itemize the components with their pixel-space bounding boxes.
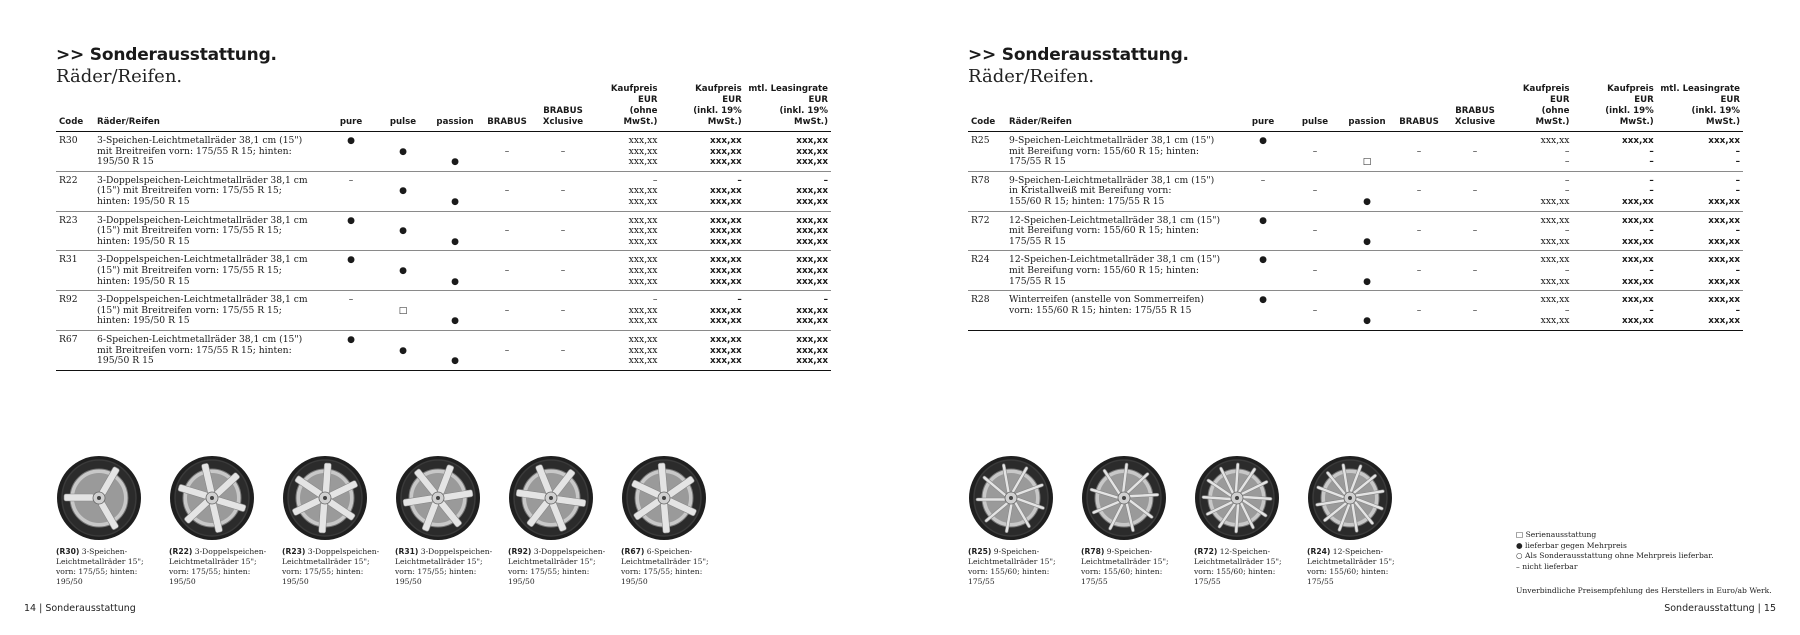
cell-price-netto: xxx,xx xxx,xx xxx,xx	[593, 251, 660, 291]
wheel-code: (R92)	[508, 547, 532, 556]
table-header-row	[968, 84, 1743, 132]
wheel-caption	[1307, 547, 1415, 587]
wheel-description: 6-Speichen- Leichtmetallräder 15"; vorn: 175/55; hinten: 195/50	[621, 547, 709, 586]
cell-price-brutto: xxx,xx xxx,xx xxx,xx	[660, 211, 744, 251]
wheel-code: (R25)	[968, 547, 992, 556]
wheel-item	[395, 455, 503, 587]
cell-pulse: –	[1289, 171, 1341, 211]
right-heading: >> Sonderausstattung.	[968, 45, 1189, 65]
cell-brabus: –	[1393, 132, 1445, 172]
cell-passion: ●	[1341, 251, 1393, 291]
cell-pure: ●	[1237, 291, 1289, 331]
cell-leasing-rate: xxx,xx – xxx,xx	[1657, 291, 1743, 331]
cell-xclusive: –	[1445, 211, 1505, 251]
cell-price-netto: – xxx,xx xxx,xx	[593, 171, 660, 211]
right-footer: Sonderausstattung | 15	[1664, 603, 1776, 614]
cell-xclusive: –	[533, 251, 593, 291]
table-row	[968, 211, 1743, 251]
cell-pure: –	[325, 171, 377, 211]
cell-desc: Winterreifen (anstelle von Sommerreifen) vorn: 155/60 R 15; hinten: 175/55 R 15	[1006, 291, 1237, 331]
wheel-caption	[968, 547, 1076, 587]
cell-xclusive: –	[533, 171, 593, 211]
cell-pure: ●	[1237, 251, 1289, 291]
wheel-item	[1194, 455, 1302, 587]
col-code: Code	[968, 84, 1006, 132]
wheel-icon	[1194, 455, 1280, 541]
cell-price-brutto: xxx,xx – xxx,xx	[1572, 291, 1656, 331]
cell-price-netto: xxx,xx – xxx,xx	[1505, 251, 1572, 291]
cell-price-brutto: xxx,xx – xxx,xx	[1572, 251, 1656, 291]
cell-desc: 6-Speichen-Leichtmetallräder 38,1 cm (15") mit Breitreifen vorn: 175/55 R 15; hinten: 195/50 R 15	[94, 330, 325, 370]
cell-xclusive: –	[1445, 132, 1505, 172]
cell-passion: □	[1341, 132, 1393, 172]
wheel-icon	[56, 455, 142, 541]
cell-passion: ●	[429, 330, 481, 370]
col-leasingrate: mtl. Leasingrate EUR (inkl. 19% MwSt.)	[1657, 84, 1743, 132]
cell-leasing-rate: xxx,xx – xxx,xx	[1657, 251, 1743, 291]
cell-price-brutto: xxx,xx xxx,xx xxx,xx	[660, 251, 744, 291]
cell-pulse: ●	[377, 171, 429, 211]
wheel-icon	[621, 455, 707, 541]
cell-pulse: –	[1289, 211, 1341, 251]
cell-leasing-rate: – – xxx,xx	[1657, 171, 1743, 211]
col-kaufpreis-netto: Kaufpreis EUR (ohne MwSt.)	[593, 84, 660, 132]
wheel-caption	[169, 547, 277, 587]
wheel-code: (R23)	[282, 547, 306, 556]
left-table-body	[56, 132, 831, 371]
wheel-caption	[621, 547, 729, 587]
wheel-description: 9-Speichen- Leichtmetallräder 15"; vorn: 155/60; hinten: 175/55	[968, 547, 1056, 586]
table-row	[56, 132, 831, 172]
wheel-item	[282, 455, 390, 587]
right-page	[900, 0, 1800, 635]
wheel-icon	[282, 455, 368, 541]
cell-code: R25	[968, 132, 1006, 172]
cell-passion: ●	[1341, 291, 1393, 331]
table-row	[56, 251, 831, 291]
legend-note: Unverbindliche Preisempfehlung des Herstellers in Euro/ab Werk.	[1516, 586, 1772, 595]
cell-pure: ●	[325, 132, 377, 172]
cell-code: R22	[56, 171, 94, 211]
wheel-icon	[169, 455, 255, 541]
cell-pulse: ●	[377, 251, 429, 291]
cell-xclusive: –	[1445, 291, 1505, 331]
right-table-body	[968, 132, 1743, 331]
cell-leasing-rate: xxx,xx xxx,xx xxx,xx	[745, 251, 831, 291]
left-subheading: Räder/Reifen.	[56, 66, 183, 87]
cell-pure: ●	[1237, 132, 1289, 172]
cell-price-brutto: xxx,xx xxx,xx xxx,xx	[660, 330, 744, 370]
left-footer: 14 | Sonderausstattung	[24, 603, 136, 614]
legend-item	[1516, 541, 1772, 552]
wheel-item	[508, 455, 616, 587]
wheel-icon	[1307, 455, 1393, 541]
cell-code: R24	[968, 251, 1006, 291]
cell-pure: ●	[1237, 211, 1289, 251]
legend-item	[1516, 551, 1772, 562]
legend-text: Als Sonderausstattung ohne Mehrpreis lieferbar.	[1522, 551, 1714, 560]
wheel-description: 3-Speichen- Leichtmetallräder 15"; vorn: 175/55; hinten: 195/50	[56, 547, 144, 586]
cell-price-brutto: – xxx,xx xxx,xx	[660, 171, 744, 211]
cell-desc: 3-Speichen-Leichtmetallräder 38,1 cm (15") mit Breitreifen vorn: 175/55 R 15; hinten: 195/50 R 15	[94, 132, 325, 172]
col-kaufpreis-brutto: Kaufpreis EUR (inkl. 19% MwSt.)	[1572, 84, 1656, 132]
left-heading-block	[56, 44, 277, 88]
cell-code: R92	[56, 291, 94, 331]
legend-symbol: ○	[1516, 551, 1523, 560]
col-xclusive: BRABUS Xclusive	[1445, 84, 1505, 132]
table-row	[56, 330, 831, 370]
legend-symbol: –	[1516, 561, 1520, 571]
col-brabus: BRABUS	[1393, 84, 1445, 132]
cell-leasing-rate: xxx,xx xxx,xx xxx,xx	[745, 132, 831, 172]
cell-price-netto: xxx,xx – –	[1505, 132, 1572, 172]
table-row	[968, 171, 1743, 211]
cell-price-brutto: – xxx,xx xxx,xx	[660, 291, 744, 331]
cell-pulse: ●	[377, 330, 429, 370]
wheel-code: (R78)	[1081, 547, 1105, 556]
cell-pure: –	[325, 291, 377, 331]
cell-brabus: –	[1393, 291, 1445, 331]
right-heading-block	[968, 44, 1189, 88]
cell-passion: ●	[1341, 171, 1393, 211]
cell-price-brutto: – – xxx,xx	[1572, 171, 1656, 211]
cell-xclusive: –	[1445, 171, 1505, 211]
wheel-item	[968, 455, 1076, 587]
cell-price-netto: xxx,xx xxx,xx xxx,xx	[593, 211, 660, 251]
col-passion: passion	[1341, 84, 1393, 132]
cell-price-brutto: xxx,xx – xxx,xx	[1572, 211, 1656, 251]
wheel-code: (R67)	[621, 547, 645, 556]
wheel-caption	[1081, 547, 1189, 587]
legend-item	[1516, 530, 1772, 541]
table-row	[56, 171, 831, 211]
wheel-caption	[508, 547, 616, 587]
cell-desc: 9-Speichen-Leichtmetallräder 38,1 cm (15") in Kristallweiß mit Bereifung vorn: 155/60 R 15; hinten: 175/55 R 15	[1006, 171, 1237, 211]
table-row	[56, 291, 831, 331]
cell-price-netto: xxx,xx xxx,xx xxx,xx	[593, 330, 660, 370]
cell-xclusive: –	[1445, 251, 1505, 291]
wheel-description: 12-Speichen- Leichtmetallräder 15"; vorn: 155/60; hinten: 175/55	[1307, 547, 1395, 586]
cell-brabus: –	[481, 132, 533, 172]
col-pulse: pulse	[377, 84, 429, 132]
cell-price-netto: – – xxx,xx	[1505, 171, 1572, 211]
wheel-caption	[282, 547, 390, 587]
wheel-code: (R72)	[1194, 547, 1218, 556]
wheel-code: (R31)	[395, 547, 419, 556]
cell-desc: 3-Doppelspeichen-Leichtmetallräder 38,1 cm (15") mit Breitreifen vorn: 175/55 R 15; hinten: 195/50 R 15	[94, 211, 325, 251]
wheel-caption	[1194, 547, 1302, 587]
col-kaufpreis-netto: Kaufpreis EUR (ohne MwSt.)	[1505, 84, 1572, 132]
table-row	[968, 132, 1743, 172]
cell-pulse: –	[1289, 291, 1341, 331]
wheel-item	[56, 455, 164, 587]
wheel-description: 3-Doppelspeichen- Leichtmetallräder 15"; vorn: 175/55; hinten: 195/50	[508, 547, 606, 586]
left-heading: >> Sonderausstattung.	[56, 45, 277, 65]
cell-code: R78	[968, 171, 1006, 211]
cell-leasing-rate: – xxx,xx xxx,xx	[745, 291, 831, 331]
cell-leasing-rate: xxx,xx – xxx,xx	[1657, 211, 1743, 251]
table-row	[968, 251, 1743, 291]
cell-price-netto: xxx,xx – xxx,xx	[1505, 211, 1572, 251]
wheel-code: (R22)	[169, 547, 193, 556]
cell-price-netto: xxx,xx – xxx,xx	[1505, 291, 1572, 331]
cell-xclusive: –	[533, 330, 593, 370]
col-desc: Räder/Reifen	[1006, 84, 1237, 132]
col-desc: Räder/Reifen	[94, 84, 325, 132]
cell-desc: 3-Doppelspeichen-Leichtmetallräder 38,1 cm (15") mit Breitreifen vorn: 175/55 R 15; hinten: 195/50 R 15	[94, 171, 325, 211]
cell-code: R28	[968, 291, 1006, 331]
table-header-row	[56, 84, 831, 132]
cell-code: R30	[56, 132, 94, 172]
wheel-icon	[508, 455, 594, 541]
wheel-description: 3-Doppelspeichen- Leichtmetallräder 15"; vorn: 175/55; hinten: 195/50	[282, 547, 380, 586]
cell-xclusive: –	[533, 211, 593, 251]
cell-pulse: –	[1289, 132, 1341, 172]
cell-leasing-rate: xxx,xx xxx,xx xxx,xx	[745, 211, 831, 251]
cell-desc: 9-Speichen-Leichtmetallräder 38,1 cm (15") mit Bereifung vorn: 155/60 R 15; hinten: 175/55 R 15	[1006, 132, 1237, 172]
cell-brabus: –	[481, 171, 533, 211]
cell-brabus: –	[481, 291, 533, 331]
cell-brabus: –	[1393, 211, 1445, 251]
cell-xclusive: –	[533, 132, 593, 172]
right-subheading: Räder/Reifen.	[968, 66, 1095, 87]
cell-pure: ●	[325, 211, 377, 251]
cell-brabus: –	[481, 211, 533, 251]
cell-pulse: □	[377, 291, 429, 331]
cell-desc: 12-Speichen-Leichtmetallräder 38,1 cm (15") mit Bereifung vorn: 155/60 R 15; hinten: 175/55 R 15	[1006, 251, 1237, 291]
legend	[1516, 530, 1772, 597]
legend-text: lieferbar gegen Mehrpreis	[1522, 540, 1627, 550]
wheel-item	[1081, 455, 1189, 587]
cell-passion: ●	[429, 171, 481, 211]
cell-price-netto: – xxx,xx xxx,xx	[593, 291, 660, 331]
wheel-description: 3-Doppelspeichen- Leichtmetallräder 15"; vorn: 175/55; hinten: 195/50	[395, 547, 493, 586]
cell-price-brutto: xxx,xx – –	[1572, 132, 1656, 172]
wheel-caption	[56, 547, 164, 587]
cell-code: R31	[56, 251, 94, 291]
legend-item	[1516, 562, 1772, 573]
col-brabus: BRABUS	[481, 84, 533, 132]
cell-pulse: ●	[377, 132, 429, 172]
cell-code: R67	[56, 330, 94, 370]
col-code: Code	[56, 84, 94, 132]
cell-price-netto: xxx,xx xxx,xx xxx,xx	[593, 132, 660, 172]
cell-leasing-rate: xxx,xx xxx,xx xxx,xx	[745, 330, 831, 370]
wheel-item	[1307, 455, 1415, 587]
cell-passion: ●	[429, 251, 481, 291]
wheel-icon	[1081, 455, 1167, 541]
cell-passion: ●	[429, 132, 481, 172]
legend-symbol: ●	[1516, 540, 1523, 550]
cell-code: R72	[968, 211, 1006, 251]
cell-passion: ●	[429, 291, 481, 331]
cell-pure: ●	[325, 251, 377, 291]
col-leasingrate: mtl. Leasingrate EUR (inkl. 19% MwSt.)	[745, 84, 831, 132]
wheel-description: 12-Speichen- Leichtmetallräder 15"; vorn: 155/60; hinten: 175/55	[1194, 547, 1282, 586]
cell-code: R23	[56, 211, 94, 251]
wheel-description: 9-Speichen- Leichtmetallräder 15"; vorn: 155/60; hinten: 175/55	[1081, 547, 1169, 586]
cell-passion: ●	[429, 211, 481, 251]
wheel-code: (R30)	[56, 547, 80, 556]
wheel-item	[169, 455, 277, 587]
wheel-code: (R24)	[1307, 547, 1331, 556]
wheel-icon	[395, 455, 481, 541]
cell-leasing-rate: xxx,xx – –	[1657, 132, 1743, 172]
col-pure: pure	[1237, 84, 1289, 132]
legend-text: nicht lieferbar	[1519, 561, 1578, 571]
table-row	[968, 291, 1743, 331]
cell-pulse: –	[1289, 251, 1341, 291]
cell-passion: ●	[1341, 211, 1393, 251]
cell-desc: 3-Doppelspeichen-Leichtmetallräder 38,1 cm (15") mit Breitreifen vorn: 175/55 R 15; hinten: 195/50 R 15	[94, 251, 325, 291]
wheel-item	[621, 455, 729, 587]
col-kaufpreis-brutto: Kaufpreis EUR (inkl. 19% MwSt.)	[660, 84, 744, 132]
cell-price-brutto: xxx,xx xxx,xx xxx,xx	[660, 132, 744, 172]
col-passion: passion	[429, 84, 481, 132]
left-options-table	[56, 84, 831, 371]
cell-brabus: –	[481, 330, 533, 370]
cell-brabus: –	[1393, 171, 1445, 211]
cell-xclusive: –	[533, 291, 593, 331]
cell-desc: 12-Speichen-Leichtmetallräder 38,1 cm (15") mit Bereifung vorn: 155/60 R 15; hinten: 175/55 R 15	[1006, 211, 1237, 251]
col-xclusive: BRABUS Xclusive	[533, 84, 593, 132]
cell-brabus: –	[1393, 251, 1445, 291]
cell-pure: –	[1237, 171, 1289, 211]
cell-brabus: –	[481, 251, 533, 291]
cell-leasing-rate: – xxx,xx xxx,xx	[745, 171, 831, 211]
legend-text: Serienausstattung	[1523, 530, 1597, 539]
wheel-description: 3-Doppelspeichen- Leichtmetallräder 15"; vorn: 175/55; hinten: 195/50	[169, 547, 267, 586]
legend-symbol: □	[1516, 530, 1524, 539]
cell-pure: ●	[325, 330, 377, 370]
col-pure: pure	[325, 84, 377, 132]
wheel-caption	[395, 547, 503, 587]
table-row	[56, 211, 831, 251]
col-pulse: pulse	[1289, 84, 1341, 132]
right-options-table	[968, 84, 1743, 331]
cell-desc: 3-Doppelspeichen-Leichtmetallräder 38,1 cm (15") mit Breitreifen vorn: 175/55 R 15; hinten: 195/50 R 15	[94, 291, 325, 331]
cell-pulse: ●	[377, 211, 429, 251]
wheel-icon	[968, 455, 1054, 541]
